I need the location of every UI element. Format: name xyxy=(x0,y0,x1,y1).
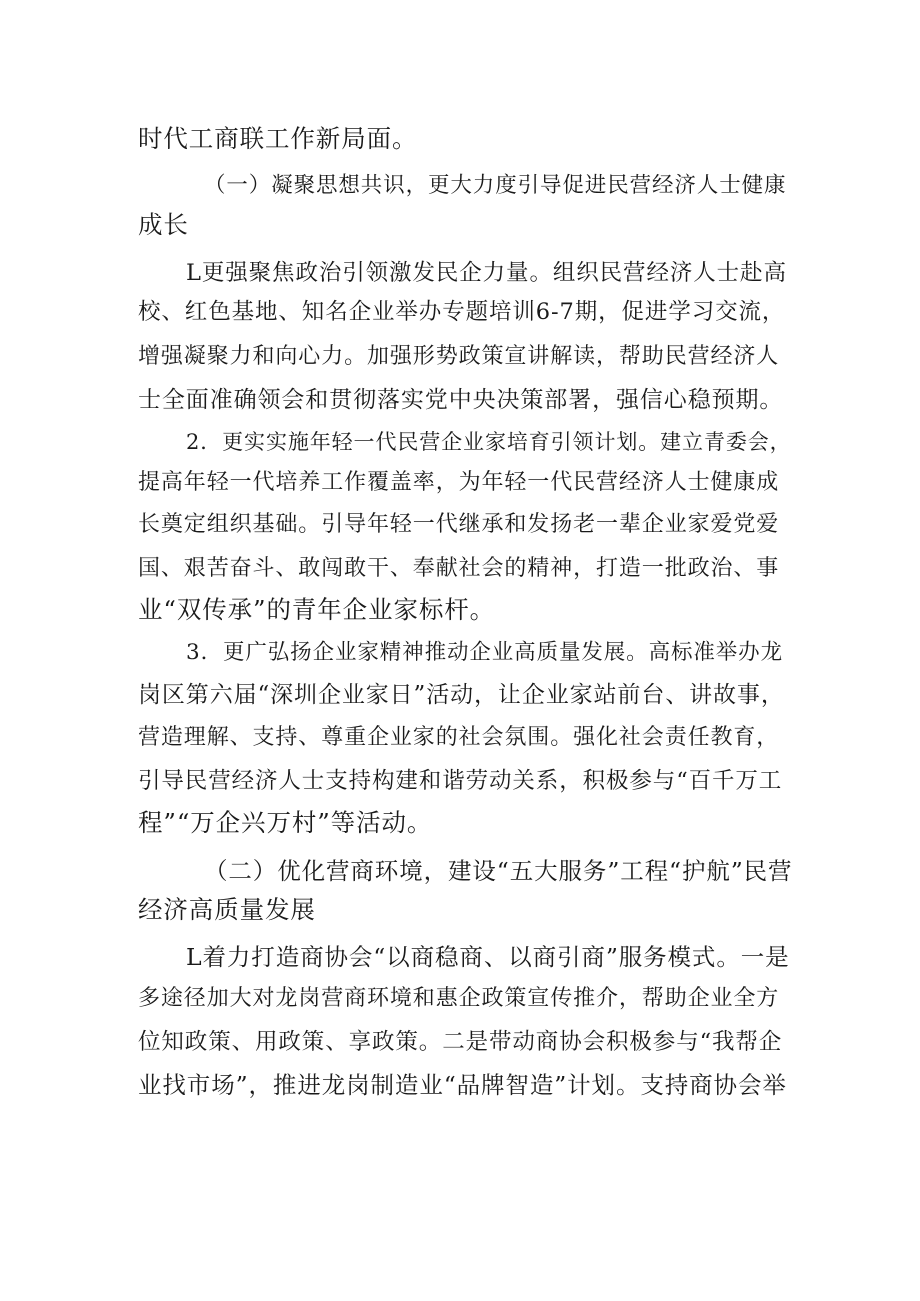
paragraph-line: 增强凝聚力和向心力。加强形势政策宣讲解读，帮助民营经济人 xyxy=(138,344,780,369)
paragraph-line: 位知政策、用政策、享政策。二是带动商协会积极参与“我帮企 xyxy=(138,1029,783,1055)
paragraph-line: 多途径加大对龙岗营商环境和惠企政策宣传推介，帮助企业全方 xyxy=(138,986,780,1011)
paragraph-line: 营造理解、支持、尊重企业家的社会氛围。强化社会责任教育， xyxy=(138,725,780,750)
paragraph-line: 3．更广弘扬企业家精神推动企业高质量发展。高标准举办龙 xyxy=(186,640,783,665)
paragraph-line: 提高年轻一代培养工作覆盖率，为年轻一代民营经济人士健康成 xyxy=(138,470,780,495)
section-heading: （二）优化营商环境，建设“五大服务”工程“护航”民营 xyxy=(204,857,793,885)
paragraph-line: 业“双传承”的青年企业家标杆。 xyxy=(138,595,496,624)
paragraph-line: L着力打造商协会“以商稳商、以商引商”服务模式。一是 xyxy=(186,943,790,971)
section-heading: 成长 xyxy=(138,210,189,239)
paragraph-line: 业找市场”，推进龙岗制造业“品牌智造”计划。支持商协会举 xyxy=(138,1071,787,1099)
section-heading: （一）凝聚思想共识，更大力度引导促进民营经济人士健康 xyxy=(204,173,787,198)
paragraph-line: 国、艰苦奋斗、敢闯敢干、奉献社会的精神，打造一批政治、事 xyxy=(138,556,780,581)
paragraph-line: 程”“万企兴万村”等活动。 xyxy=(138,808,433,837)
paragraph-line: 长奠定组织基础。引导年轻一代继承和发扬老一辈企业家爱党爱 xyxy=(138,512,780,537)
section-heading: 经济高质量发展 xyxy=(138,895,316,924)
paragraph-line: 校、红色基地、知名企业举办专题培训6-7期，促进学习交流， xyxy=(138,299,786,325)
paragraph-line: 引导民营经济人士支持构建和谐劳动关系，积极参与“百千万工 xyxy=(138,768,783,794)
paragraph-line: 岗区第六届“深圳企业家日”活动，让企业家站前台、讲故事， xyxy=(138,682,785,708)
paragraph-line: 士全面准确领会和贯彻落实党中央决策部署，强信心稳预期。 xyxy=(138,387,784,413)
paragraph-line: 2．更实实施年轻一代民营企业家培育引领计划。建立青委会， xyxy=(186,430,792,454)
paragraph-line: 时代工商联工作新局面。 xyxy=(138,124,418,153)
paragraph-line: L更强聚焦政治引领激发民企力量。组织民营经济人士赴高 xyxy=(186,260,787,286)
